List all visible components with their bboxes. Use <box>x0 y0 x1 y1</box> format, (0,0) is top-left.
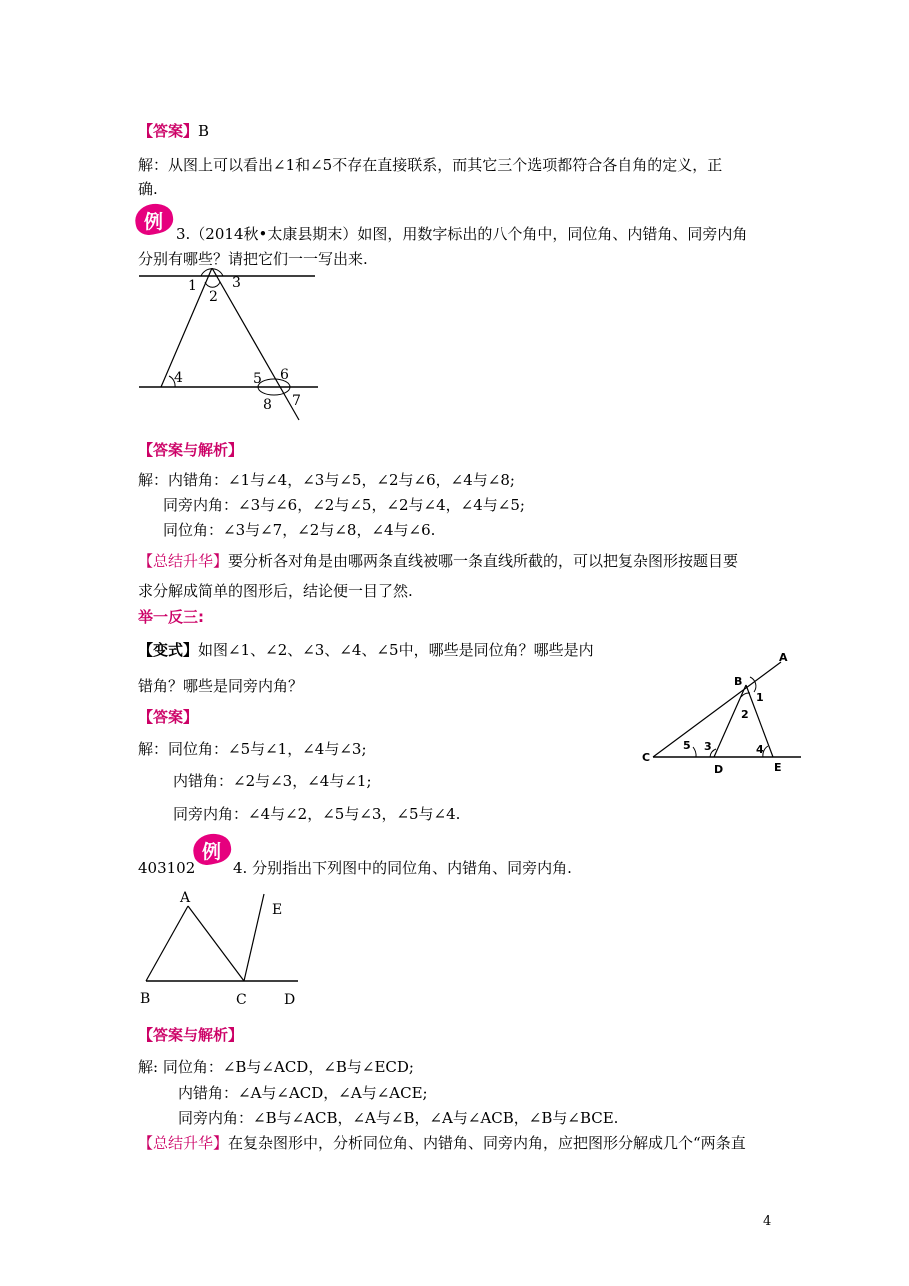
example-badge: 例 <box>193 834 233 864</box>
answer-tag <box>138 1025 243 1045</box>
example-question: 分别有哪些？请把它们一一写出来. <box>138 250 368 268</box>
point-label: D <box>714 763 724 776</box>
variant-tag: 【变式】 <box>138 641 199 659</box>
angle-label: 5 <box>253 371 262 387</box>
solution-text: 解: 同位角：∠B与∠ACD，∠B与∠ECD; <box>138 1058 414 1076</box>
line-ce <box>244 894 264 981</box>
line-bd <box>714 685 746 757</box>
page-number: 4 <box>763 1214 772 1229</box>
angle-label: 1 <box>188 278 197 294</box>
figure-variant-triangle <box>638 645 808 780</box>
angle-label: 3 <box>704 740 712 753</box>
answer-tag <box>138 440 243 460</box>
example-question: 3.（2014秋•太康县期末）如图，用数字标出的八个角中，同位角、内错角、同旁内角 <box>176 225 748 243</box>
variant-question <box>138 640 594 660</box>
figure-eight-angles <box>135 268 335 428</box>
angle-label: 3 <box>232 275 241 291</box>
solution-text: 同位角：∠3与∠7，∠2与∠8，∠4与∠6. <box>163 521 436 539</box>
point-label: B <box>734 675 743 688</box>
answer-tag <box>138 707 198 727</box>
solution-text: 内错角：∠A与∠ACD，∠A与∠ACE; <box>178 1084 428 1102</box>
summary-tag: 【总结升华】 <box>138 552 229 570</box>
answer-line <box>138 121 209 141</box>
answer-value: B <box>198 122 210 140</box>
solution-text: 解：内错角：∠1与∠4，∠3与∠5，∠2与∠6，∠4与∠8; <box>138 471 515 489</box>
variant-text: 错角？哪些是同旁内角？ <box>138 677 304 695</box>
practice-heading: 举一反三: <box>138 608 204 626</box>
summary-line <box>138 551 738 571</box>
point-label: C <box>236 992 247 1008</box>
summary-text: 要分析各对角是由哪两条直线被哪一条直线所截的，可以把复杂图形按题目要 <box>228 552 739 570</box>
solution-text: 确. <box>138 180 158 198</box>
angle-label: 4 <box>756 743 764 756</box>
summary-text: 在复杂图形中，分析同位角、内错角、同旁内角，应把图形分解成几个“两条直 <box>228 1134 746 1152</box>
solution-text: 解：从图上可以看出∠1和∠5不存在直接联系，而其它三个选项都符合各自角的定义，正 <box>138 156 723 174</box>
point-label: E <box>272 902 283 918</box>
answer-tag-text: 【答案与解析】 <box>138 441 244 459</box>
point-label: A <box>180 890 191 906</box>
angle-label: 1 <box>756 691 764 704</box>
angle-label: 5 <box>683 739 691 752</box>
point-label: B <box>140 991 151 1007</box>
point-label: C <box>642 751 651 764</box>
transversal-right <box>212 268 299 420</box>
solution-text: 同旁内角：∠3与∠6，∠2与∠5，∠2与∠4，∠4与∠5; <box>163 496 525 514</box>
answer-tag: 【答案】 <box>138 122 199 140</box>
example-question: 4. 分别指出下列图中的同位角、内错角、同旁内角. <box>233 859 572 877</box>
angle-arc <box>205 282 220 287</box>
example-code: 403102 <box>138 859 196 877</box>
solution-text: 解：同位角：∠5与∠1，∠4与∠3; <box>138 740 367 758</box>
solution-text: 内错角：∠2与∠3，∠4与∠1; <box>173 772 372 790</box>
summary-text: 求分解成简单的图形后，结论便一目了然. <box>138 582 413 600</box>
answer-tag-text: 【答案与解析】 <box>138 1026 244 1044</box>
transversal-left <box>161 268 212 387</box>
figure-triangle-abc <box>136 886 306 1016</box>
angle-label: 4 <box>174 370 183 386</box>
point-label: A <box>779 651 788 664</box>
summary-line <box>138 1133 746 1153</box>
angle-label: 2 <box>741 708 749 721</box>
line-ba <box>146 906 188 981</box>
line-ac <box>188 906 244 981</box>
angle-arc <box>201 269 223 276</box>
angle-label: 8 <box>263 397 272 413</box>
solution-text: 同旁内角：∠4与∠2，∠5与∠3，∠5与∠4. <box>173 805 461 823</box>
angle-label: 6 <box>280 367 289 383</box>
summary-tag: 【总结升华】 <box>138 1134 229 1152</box>
solution-text: 同旁内角：∠B与∠ACB，∠A与∠B，∠A与∠ACB，∠B与∠BCE. <box>178 1109 619 1127</box>
point-label: E <box>774 761 782 774</box>
point-label: D <box>284 992 296 1008</box>
angle-label: 2 <box>209 289 218 305</box>
variant-text: 如图∠1、∠2、∠3、∠4、∠5中，哪些是同位角？哪些是内 <box>198 641 594 659</box>
example-badge: 例 <box>135 204 175 234</box>
angle-label: 7 <box>292 393 301 409</box>
angle-arc <box>693 747 696 757</box>
answer-tag-text: 【答案】 <box>138 708 199 726</box>
